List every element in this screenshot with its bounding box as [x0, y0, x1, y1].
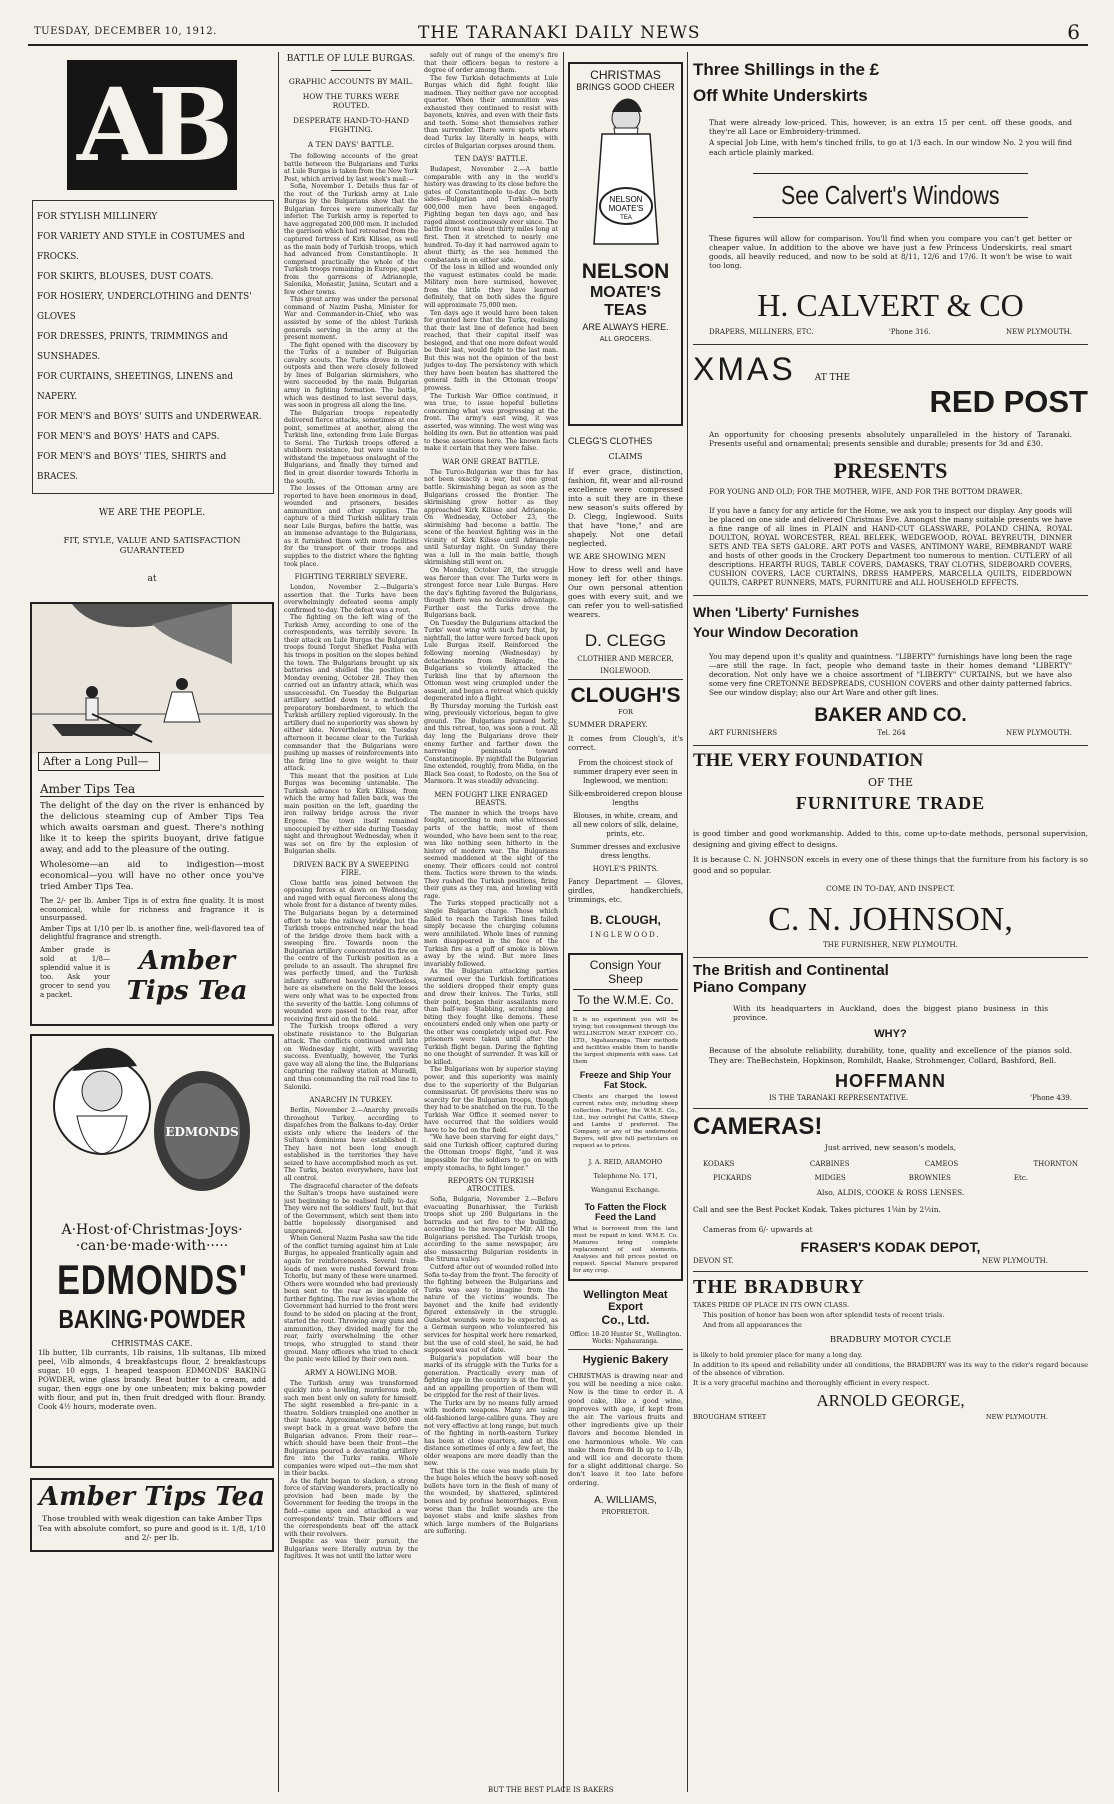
- amber-bottom-text: Those troubled with weak digestion can take Amber Tips Tea with absolute comfort, so pure and good is it. 1/8, 1/10 and 2/- per lb.: [38, 1514, 266, 1542]
- clough-name: B. CLOUGH,: [590, 913, 661, 927]
- article-paragraph: When General Nazim Pasha saw the tide of the conflict turning against him at Lule Burgas, he appealed frantically again and again for reinforcements. Several train-loads of men were rushed forward from Tchorlu, but many of these were unarmed. Others were wounded who had previously been sent to the rear as incapable of further fighting. The raw levies whom the Government had hurried to the front were found to be sided on placing at the front, started the rout. Throwing away guns and ammunition, they divided madly for the rear, fairly overwhelming the other troops, who struggled to stand their ground. Many officers who tried to check the panic were killed by their own men.: [284, 1235, 418, 1364]
- article-paragraph: safely out of range of the enemy's fire that their officers began to restore a degree of order among them.: [424, 52, 558, 75]
- column-middle-ads: [568, 52, 683, 1792]
- article-subheading: REPORTS ON TURKISH ATROCITIES.: [447, 1177, 535, 1194]
- calvert-foot-right: NEW PLYMOUTH.: [1006, 327, 1072, 336]
- ambury-line: FOR VARIETY AND STYLE in COSTUMES and FROCKS.: [37, 232, 245, 262]
- nelson-big3: TEAS: [604, 302, 647, 319]
- wme-phone: Telephone No. 171,: [593, 1172, 658, 1180]
- rowing-illustration: [32, 604, 272, 754]
- article-paragraph: On Monday, October 28, the struggle was fiercer than ever. The Turks were in strongest force near Lule Burgas. Here the day's fighting favored the Bulgarians, though there was no decisive advantage. Further east the Turks drove the Bulgarians back.: [424, 567, 558, 620]
- wme-title2: To the W.M.E. Co.: [573, 990, 678, 1011]
- clegg-p2: WE ARE SHOWING MEN: [568, 552, 666, 561]
- article-paragraph: The Bulgarian troops repeatedly delivered fierce attacks, sometimes at one point, sometimes at another, along the Turkish line, extending from Lule Burgas to Serai. The Turkish troops offered a stubborn resistance, but were unable to withstand the impetuous onslaught of the Bulgarians, and finally they turned and fled in great disorder towards Tchorlu in the south.: [284, 409, 418, 485]
- clegg-p3: How to dress well and have money left for other things. Our own personal attention goes with every suit, and we can refer you to well-satisfied wearers.: [568, 565, 683, 619]
- piano-p2: Because of the absolute reliability, durability, tone, quality and excellence of the pianos sold. They are: TheBechstein, Hopkinson, Romhildt, Haake, Strohmenger, Collard, Bashford, Bell.: [709, 1046, 1072, 1065]
- nelson-tin3: TEA: [619, 215, 632, 221]
- column-right: [693, 52, 1088, 1792]
- fraser-title: CAMERAS!: [693, 1112, 823, 1140]
- article-paragraph: The fighting on the left wing of the Turkish Army, according to one of the correspondents, was terribly severe. In their attack on Lule Burgas the Bulgarian troops found Torgut Shefket Pasha with his troops in position on the slopes behind the town. The Bulgarians brought up six batteries and shelled the position on Monday evening, October 28. They then carried out an infantry attack, which was unsuccessful. On Tuesday the Bulgarian artillery settled down to a methodical preparatory bombardment, to which the Turkish artillery replied vigorously. In the artillery duel no superiority was shown by either side. Nevertheless, on Tuesday afternoon it became clear to the Turkish commander that the Bulgarians were pushing up masses of reinforcements into the firing line to give weight to their attack.: [284, 614, 418, 773]
- piano-foot-text: IS THE TARANAKI REPRESENTATIVE.: [769, 1093, 909, 1102]
- johnson-advert: [693, 750, 1088, 949]
- column-left: [30, 52, 274, 1792]
- calvert-see: See Calvert's Windows: [753, 173, 1028, 218]
- article-subheading: ANARCHY IN TURKEY.: [309, 1096, 393, 1105]
- article-column-2: [424, 52, 558, 1792]
- clough-item: Silk-embroidered crepon blouse lengths: [568, 790, 683, 807]
- ambury-line: FOR STYLISH MILLINERY: [37, 212, 158, 222]
- clough-advert: [568, 684, 683, 939]
- edmonds-recipe-title: CHRISTMAS CAKE.: [111, 1339, 193, 1348]
- ambury-we-are: WE ARE THE PEOPLE.: [98, 508, 206, 518]
- clough-item: Fancy Department — Gloves, girdles, handkerchiefs, trimmings, etc.: [568, 878, 683, 904]
- nelson-top1: CHRISTMAS: [590, 68, 661, 82]
- article-paragraph: The fight opened with the discovery by the Turks of a number of Bulgarian cavalry scouts. The Turks drove in their outposts and then were closely followed by lines of Bulgarian skirmishers, who were succeeded by the main Bulgarian army in fighting formation. The battle, which was destined to last several days, was soon in progress all along the line.: [284, 341, 418, 410]
- article-body-1: [284, 153, 418, 1561]
- wme-big1: Wellington Meat Export: [583, 1289, 668, 1313]
- article-paragraph: Berlin, November 2.—Anarchy prevails throughout Turkey, according to dispatches from the Balkans to-day. Order exists only where the leaders of the Sultan's dominions have established it. They have not been long enough established in the territories they have seized to have accomplished much as yet. The Turks, beaten everywhere, have lost all control.: [284, 1107, 418, 1182]
- article-paragraph: As the fight began to slacken, a strong force of starving wanderers, practically no provision had been made by the Government for feeding the troops in the field—came upon and attacked a war correspondents' train. Their officers and the correspondents beat off the attack with their revolvers.: [284, 1477, 418, 1538]
- bradbury-p4: is likely to hold premier place for many a long day.: [693, 1350, 863, 1359]
- ambury-line: FOR DRESSES, PRINTS, TRIMMINGS and SUNSHADES.: [37, 332, 228, 362]
- article-paragraph: The Turks are by no means fully armed with modern weapons. Many are using old-fashioned large-calibre guns. They are not very effective at long range, but much of the fighting in north-eastern Turkey has been at close quarters, and at this distance sometimes of only a few feet, the older weapons are more deadly than the new.: [424, 1399, 558, 1468]
- article-paragraph: Ten days ago it would have been taken for granted here that the Turks, realising that their last line of defence had been reached, that their capital itself was besieged, and that one more defeat would be their last, would fight to the last man. But this was not the opinion of the best judges to-day. The persistency with which they have been beaten has shattered the general faith in the Ottoman troops' prowess.: [424, 309, 558, 392]
- bradbury-advert: [693, 1276, 1088, 1421]
- article-paragraph: The following accounts of the great battle between the Bulgarians and Turks at Lule Burgas is taken from the New York Post, which arrived by last week's mail:—: [284, 153, 418, 183]
- ambury-logo: AB: [67, 60, 237, 190]
- fraser-item: Etc.: [1013, 1173, 1028, 1182]
- clegg-title: CLEGG'S CLOTHES: [568, 436, 653, 446]
- fraser-item: PICKARDS: [713, 1173, 752, 1182]
- piano-p1: With its headquarters in Auckland, does the biggest piano business in this province.: [733, 1004, 1048, 1023]
- article-paragraph: Cutford after out of wounded rolled into Sofia to-day from the front. The ferocity of the fighting between the Bulgarians and Turks was easy to imagine from the nature of the victims' wounds. The bayonet and the knife had evidently figured extensively in the struggle. Gunshot wounds were to be expected, as a German surgeon who volunteered his services for hospital work here remarked, but the use of cold steel, he said, he had supposed was out of date.: [424, 1264, 558, 1355]
- nelson-moate-advert: [568, 62, 683, 426]
- clough-p2: From the choicest stock of summer drapery ever seen in Inglewood, we mention:: [573, 759, 678, 785]
- wme-advert: [568, 953, 683, 1281]
- edmonds-brand: EDMONDS': [56, 1256, 248, 1303]
- masthead-date: TUESDAY, DECEMBER 10, 1912.: [34, 26, 217, 37]
- red-post-name: RED POST: [929, 383, 1088, 419]
- fraser-row1: [703, 1160, 1078, 1168]
- masthead-title: THE TARANAKI DAILY NEWS: [418, 23, 701, 43]
- fraser-p2: Cameras from 6/- upwards at: [703, 1224, 813, 1234]
- article-paragraph: London, November 2.—Bulgaria's assertion that the Turks have been overwhelmingly defeated seems amply confirmed to-day. The defeat was a rout.: [284, 584, 418, 614]
- bradbury-foot-right: NEW PLYMOUTH.: [985, 1412, 1048, 1421]
- article-paragraph: Of the loss in killed and wounded only the vaguest estimates could be made. Military men here surmised, however, from the little they have learned definitely, that on both sides the figure will approximate 75,000 men.: [424, 264, 558, 309]
- nelson-foot: ALL GROCERS.: [599, 336, 652, 343]
- father-christmas-illustration: [32, 1036, 272, 1216]
- calvert-p3: These figures will allow for comparison. You'll find when you compare you can't get better or cheaper value. In addition to the above we have just a few Princess Underskirts, real smart goods, all heavily reduced, and now to be sold at 8/11, 12/6 and 17/6. It won't be wise to wait too long.: [709, 233, 1072, 271]
- article-paragraph: Sofia, Bulgaria, November 2.—Before evacuating Bunarhissar, the Turkish troops shot up 200 Bulgarians in the barracks and set fire to the building, according to the newspaper Mir. All the Bulgarians perished. The Turkish troops, according to the same newspaper, are also massacring Bulgarian residents in the Struma valley.: [424, 1196, 558, 1264]
- article-subheading: WAR ONE GREAT BATTLE.: [442, 457, 540, 466]
- article-paragraph: That this is the case was made plain by the huge holes which the heavy soft-nosed bullets have torn in the flesh of many of the wounded, by shattered, splintered bones and by profuse hemorrhages. Even worse than the bullet wounds are the bayonet stabs and knife slashes from which large numbers of the Bulgarians are suffering.: [424, 1467, 558, 1536]
- article-subheading: TEN DAYS' BATTLE.: [454, 155, 528, 164]
- fraser-item: CAMEOS: [924, 1159, 959, 1168]
- bradbury-foot-left: BROUGHAM STREET: [693, 1412, 767, 1421]
- red-post-xmas-row: [693, 351, 1088, 388]
- fraser-sub: Just arrived, new season's models,: [824, 1142, 957, 1152]
- nelson-big2: MOATE'S: [589, 284, 662, 301]
- clough-title: CLOUGH'S: [570, 684, 681, 707]
- johnson-come: COME IN TO-DAY, AND INSPECT.: [826, 884, 955, 894]
- ambury-advert: [30, 60, 274, 600]
- bradbury-p5: In addition to its speed and reliability under all conditions, the BRADBURY was its way to the rider's regard because of the absence of vibration.: [693, 1360, 1088, 1377]
- bradbury-h2: BRADBURY MOTOR CYCLE: [829, 1334, 952, 1345]
- bakery-role: PROPRIETOR.: [601, 1507, 650, 1516]
- fraser-item: KODAKS: [703, 1159, 735, 1168]
- article-paragraph: Despite as was their pursuit, the Bulgarians were literally outrun by the fugitives. It was not until the latter were: [284, 1538, 418, 1561]
- calvert-advert: [693, 52, 1088, 336]
- clegg-role: CLOTHIER AND MERCER,: [577, 655, 674, 663]
- article-paragraph: By Thursday morning the Turkish east wing, previously victorious, began to give ground. The Bulgarians pursued hotly, and this retreat, too, was soon a rout. All day long the Bulgarians drove their enemy farther and farther down the narrowing peninsula toward Constantinople. By nightfall the Bulgarian line extended, roughly, from Midia, on the Black Sea coast, to Rodosto, on the Sea of Marmora. It was steadily advancing.: [424, 702, 558, 786]
- wme-p3: What is borrowed from the land must be repaid in kind. W.M.E. Co. Manures bring complete replacement of soil elements. Analyses and full prices posted on request. Special Manure prepared for any crop.: [573, 1226, 678, 1274]
- bakery-foot: BUT THE BEST PLACE IS BAKERS: [488, 1786, 614, 1794]
- wme-h2: Freeze and Ship Your Fat Stock.: [579, 1070, 672, 1090]
- article-paragraph: The Turkish troops offered a very obstinate resistance to the Bulgarian attack. The conflicts continued until late on Wednesday night, with wavering success. Eventually, however, the Turks gave way all along the line, the Bulgarians capturing the railway station at Muradli, and thus commanding the rail road line to Saloniki.: [284, 1023, 418, 1091]
- bradbury-name: ARNOLD GEORGE,: [816, 1390, 965, 1410]
- piano-phone: 'Phone 439.: [1030, 1093, 1072, 1102]
- red-post-presents: PRESENTS: [833, 458, 948, 484]
- article-paragraph: The Bulgarians won by superior staying power, and this superiority was mainly due to the superiority of the Bulgarian commissariat. Of provisions there was no scarcity for the Bulgarian troops, though they had to be snatched on the run. To the Turkish War Office it seemed never to have occurred that the soldiers would have to be fed on the field.: [424, 1066, 558, 1134]
- baker-title1: When 'Liberty' Furnishes: [693, 604, 860, 621]
- article-sub2: HOW THE TURKS WERE ROUTED.: [302, 92, 400, 110]
- article-paragraph: "We have been starving for eight days," said one Turkish officer, captured during the Ottoman troops' flight, "and it was impossible for the soldiers to go on with empty stomachs, to fight longer.": [424, 1134, 558, 1172]
- bakery-name: A. WILLIAMS,: [594, 1494, 657, 1506]
- amber-tips-advert: [30, 602, 274, 1026]
- masthead: [28, 22, 1088, 46]
- piano-name: HOFFMANN: [835, 1070, 946, 1091]
- article-paragraph: The Turks stopped practically not a single Bulgarian charge. Those which failed to reach the Turkish lines failed simply because the charging columns were annihilated. Whole lines of running men disappeared in the face of the Turkish fire as a puff of smoke is blown away by the wind. But more lines invariably followed.: [424, 900, 558, 968]
- clough-p1: It comes from Clough's, it's correct.: [568, 735, 683, 752]
- nelson-sub: ARE ALWAYS HERE.: [582, 322, 669, 332]
- bradbury-title: THE BRADBURY: [693, 1275, 865, 1298]
- clough-item: Summer dresses and exclusive dress lengths.: [570, 843, 681, 860]
- wme-title1: Consign Your Sheep: [573, 955, 678, 990]
- article-paragraph: The Turkish War Office continued, it was true, to issue hopeful bulletins concerning what was progressing at the front. The army's east wing, it was asserted, was winning. The west wing was holding its own. But no attention was paid to these assertions here. The known facts make it certain that they were false.: [424, 392, 558, 453]
- bradbury-p2: This position of honor has been won after splendid tests of recent trials.: [703, 1310, 945, 1319]
- red-post-p2: If you have a fancy for any article for the Home, we ask you to inspect our display. Any goods will be placed on one side and delivered Christmas Eve. Amongst the many suitable presents we have a fine range of all lines in PLAIN and HAND-CUT GLASSWARE, POLAND CHINA, ROYAL DOULTON, ROYAL WORCESTER, REAL BELEEK, WEDGEWOOD, ROYAL BEYREUTH, DINNER SETS AND TEA SETS GALORE. ART POTS and VASES, ANTIMONY WARE, REMBRANDT WARE and hosts of other goods in the Crockery Department too numerous to mention. CUTLERY of all descriptions. HEARTH RUGS, TABLE COVERS, DAMASKS, TRAY CLOTHS, SIDEBOARD COVERS, CUSHION COVERS, LACE CURTAINS, DRESS HAMPERS, MARCELLA QUILTS, EIDERDOWN QUILTS, CARPET RUNNERS, MATS, FURNITURE and ALL HOUSEHOLD EFFECTS.: [709, 506, 1072, 588]
- calvert-title2: Off White Underskirts: [693, 86, 868, 105]
- edmonds-recipe: 1lb butter, 1lb currants, 1lb raisins, 1lb sultanas, 1lb mixed peel, ½lb almonds, 4 breakfastcups flour, 2 breakfastcups sugar, 10 eggs, 1 heaped teaspoon EDMONDS' BAKING POWDER, wine glass brandy. Beat butter to a cream, add sugar, then eggs one by one unbeaten; mix baking powder with flour, and put in, then fruit dredged with flour. Brandy. Cook 4½ hours, moderate oven.: [38, 1348, 266, 1411]
- amber-p3: The 2/- per lb. Amber Tips is of extra fine quality. It is most economical, while for richness and fragrance it is unsurpassed.: [40, 897, 264, 922]
- amber-p1: The delight of the day on the river is enhanced by the delicious steaming cup of Amber Tips Tea which awaits oarsman and guest. There's nothing like it to keep the spirits buoyant, drive fatigue away, and add to the pleasure of the outing.: [40, 801, 264, 855]
- wme-exch: Wanganui Exchange.: [590, 1186, 661, 1194]
- article-paragraph: This meant that the position at Lule Burgas was becoming untenable. The Turkish advance to Kirk Kilisse, from which the army had fallen back, was the main position on the left, guarding the iron railway bridge across the river Ergene. The town itself remained unoccupied by either side during Tuesday night and throughout Wednesday, when it was set on fire by the explosion of Bulgarian shells.: [284, 772, 418, 856]
- fraser-p1: Call and see the Best Pocket Kodak. Takes pictures 1⅝in by 2½in.: [693, 1204, 941, 1214]
- baker-name: BAKER AND CO.: [814, 705, 967, 727]
- amber-heading1: After a Long Pull—: [43, 755, 149, 768]
- article-paragraph: Bulgaria's population will bear the marks of its struggle with the Turks for a generation. Practically every man of fighting age in the country is at the front, and an appalling proportion of them will be crippled for the rest of their lives.: [424, 1354, 558, 1400]
- piano-advert: [693, 962, 1088, 1102]
- article-subheading: DRIVEN BACK BY A SWEEPING FIRE.: [293, 860, 409, 877]
- article-paragraph: Budapest, November 2.—A battle comparable with any in the world's history was drawing to its close before the gates of Constantinople to-day. On both sides—Bulgarian and Turkish—nearly 600,000 men have been engaged. Fighting began ten days ago, and has raged almost continuously ever since. The battle front was about thirty miles long at first. Then it stretched to nearly one hundred. To-day it had narrowed again to about thirty, as the sea hemmed the combatants in on either side.: [424, 166, 558, 264]
- calvert-name: H. CALVERT & CO: [757, 286, 1024, 323]
- fraser-item: THORNTON: [1033, 1159, 1078, 1168]
- page-number: 6: [1067, 20, 1080, 44]
- clough-item: HOYLE'S PRINTS.: [592, 865, 659, 873]
- fraser-item: MIDGES: [814, 1173, 846, 1182]
- bradbury-foot: [693, 1413, 1048, 1421]
- clough-town: INGLEWOOD.: [590, 931, 661, 939]
- fraser-advert: [693, 1113, 1088, 1265]
- article-paragraph: On Tuesday the Bulgarians attacked the Turks' west wing with such fury that, by nightfall, the latter were forced back upon Lule Burgas itself. Reinforced the following morning (Wednesday) by detachments from Belgrade, the Bulgarians so violently attacked the Turkish line that by afternoon the Ottoman west wing crumpled under the assault, and began a retreat which quickly degenerated into a flight.: [424, 619, 558, 703]
- article-paragraph: The disgraceful character of the defeats the Sultan's troops have sustained were just beginning to be realised fully to-day. They were not the soldiers' fault, but that of the Government, which sent them into battle hopelessly disorganised and unprepared.: [284, 1182, 418, 1235]
- fraser-foot-left: DEVON ST.: [693, 1256, 734, 1265]
- fraser-item: BROWNIES: [908, 1173, 951, 1182]
- ambury-line: FOR MEN'S and BOYS' SUITS and UNDERWEAR.: [37, 412, 262, 422]
- nelson-big1: NELSON: [581, 260, 670, 283]
- article-paragraph: The manner in which the troops have fought, according to men who witnessed parts of the battle, most of them wounded, who have been sent to the rear, was like nothing seen hitherto in the history of modern war. The Bulgarians seemed maddened at the sight of the enemy. Their officers could not control them. Tactics were thrown to the winds. They rushed the Turkish positions, firing their guns as they ran, and howling with rage.: [424, 809, 558, 900]
- edmonds-advert: [30, 1034, 274, 1468]
- amber-heading2: Amber Tips Tea: [40, 782, 264, 797]
- edmonds-product: BAKING·POWDER: [58, 1304, 246, 1334]
- johnson-role: THE FURNISHER, NEW PLYMOUTH.: [823, 941, 958, 950]
- article-subheading: MEN FOUGHT LIKE ENRAGED BEASTS.: [434, 790, 548, 807]
- wme-office2: Works: Ngahauranga.: [592, 1338, 659, 1345]
- article-paragraph: Sofia, November 1. Details thus far of the rout of the Turkish army at Lule Burgas by the Bulgarians show that the Bulgarian forces were numerically far inferior. The Turkish army is reported to have aggregated 200,000 men. It included the garrison which had retreated from the captured fortress of Kirk Kilisse, as well as the main body of Turkish troops, which had advanced from Constantinople. It comprised practically the whole of the Turkish troops remaining in Europe, apart from the garrisons of Adrianople, Salonika, Monastir, Janina, Scutari and a few other towns.: [284, 183, 418, 296]
- article-paragraph: The few Turkish detachments at Lule Burgas which did fight fought like madmen. They neither gave nor accepted quarter. When their ammunition was exhausted they continued to resist with bayonets, knives, and even with their fists and teeth. Some shot themselves rather than surrender. There were spots where dead Turks lay literally in heaps, with circles of Bulgarian corpses around them.: [424, 74, 558, 150]
- bradbury-p3: And from all appearances the: [703, 1320, 802, 1329]
- clough-item: Blouses, in white, cream, and all new colors of silk, delaine, prints, etc.: [572, 812, 679, 838]
- johnson-of-the: OF THE: [867, 776, 914, 790]
- article-subheading: ARMY A HOWLING MOB.: [304, 1368, 398, 1377]
- column-rule: [563, 52, 564, 1792]
- clegg-name: D. CLEGG: [584, 631, 667, 650]
- red-post-xmas: XMAS: [693, 350, 796, 387]
- amber-p2: Wholesome—an aid to indigestion—most economical—you will have no other once you've tried Amber Tips Tea.: [40, 860, 264, 892]
- amber-p5: Amber grade is sold at 1/8—splendid value it is too. Ask your grocer to send you a packet.: [40, 945, 110, 999]
- clegg-title2: CLAIMS: [608, 452, 643, 461]
- article-paragraph: As the Bulgarian attacking parties swarmed over the Turkish fortifications the soldiers dropped their empty guns and drew their knives. The Turks, still their point, began their assailants more than half-way. Stabbing, scratching and biting they fought like demons. These encounters ended only when one party or the other was completely wiped out. Few prisoners were taken until after the Turkish flight began. During the fighting no one thought of surrender. It was kill or be killed.: [424, 968, 558, 1066]
- ambury-line: FOR MEN'S and BOYS' HATS and CAPS.: [37, 432, 220, 442]
- nelson-tin1: NELSON: [609, 195, 642, 204]
- article-paragraph: The losses of the Ottoman army are reported to have been enormous in dead, wounded and prisoners, besides ammunition and other supplies. The capture of a third Turkish military train near Lule Burgas, before the battle, was an immense advantage to the Bulgarians, as it furnished them with more facilities for the transport of their troops and supplies to the district where the fighting took place.: [284, 485, 418, 568]
- ambury-fit: FIT, STYLE, VALUE AND SATISFACTION GUARANTEED: [63, 536, 241, 556]
- clegg-advert: [568, 436, 683, 675]
- article-sub1: GRAPHIC ACCOUNTS BY MAIL.: [288, 77, 414, 86]
- piano-foot: [709, 1094, 1072, 1102]
- article-title: BATTLE OF LULE BURGAS.: [286, 54, 416, 64]
- ambury-list: [32, 200, 274, 494]
- baker-advert: [693, 604, 1088, 737]
- wme-h3a: To Fatten the Flock: [584, 1202, 667, 1212]
- wme-office1: Office: 18-20 Hunter St., Wellington.: [569, 1331, 682, 1338]
- piano-title1: The British and Continental: [693, 962, 889, 980]
- edmonds-line1: A·Host·of·Christmas·Joys·: [61, 1222, 243, 1238]
- fraser-foot: [693, 1257, 1048, 1265]
- bakery-p1: CHRISTMAS is drawing near and you will be needing a nice cake. Now is the time to order it. A good cake, like a good wine, improves with age, if kept from the air. The various fruits and other ingredients give up their flavors and become blended in one harmonious whole. We can make them from 8d lb up to 1/-lb, and will ice and decorate them for a slight additional charge. So don't leave it too late before ordering.: [568, 1372, 683, 1487]
- bakery-advert: [568, 1354, 683, 1516]
- red-post-at-the: AT THE: [814, 372, 851, 383]
- ambury-line: FOR SKIRTS, BLOUSES, DUST COATS.: [37, 272, 214, 282]
- johnson-title1: THE VERY FOUNDATION: [693, 750, 924, 772]
- ambury-line: FOR MEN'S and BOYS' TIES, SHIRTS and BRACES.: [37, 452, 227, 482]
- calvert-title1: Three Shillings in the £: [693, 60, 880, 79]
- johnson-p1: is good timber and good workmanship. Added to this, come up-to-date methods, personal supervision, designing and giving effect to designs.: [693, 829, 1088, 850]
- fraser-item: CARBINES: [809, 1159, 850, 1168]
- wme-p1: It is no experiment you will be trying; but consignment through the WELLINGTON MEAT EXPORT CO., LTD., Ngahauranga. Their methods and facilities enable them to handle the largest shipments with ease. Let them: [573, 1017, 678, 1065]
- piano-why: WHY?: [874, 1028, 907, 1041]
- clough-sub: SUMMER DRAPERY.: [568, 720, 648, 729]
- baker-foot: [709, 729, 1072, 737]
- red-post-advert: [693, 351, 1088, 587]
- calvert-foot-mid: 'Phone 316.: [888, 327, 931, 336]
- amber-p4: Amber Tips at 1/10 per lb. is another fine, well-flavored tea of delightful fragrance and strength.: [40, 924, 264, 941]
- fraser-foot-right: NEW PLYMOUTH.: [982, 1256, 1048, 1265]
- wme-big2: Co., Ltd.: [601, 1313, 650, 1327]
- column-rule: [687, 52, 688, 1792]
- article-paragraph: Close battle was joined between the opposing forces at dawn on Wednesday, and raged with equal fierceness along the whole front for a distance of twenty miles. The Bulgarians began by a determined effort to take the railway bridge, but the Turkish troops entrenched near the head of the bridge drove them back with a sweeping fire. Towards noon the Bulgarian artillery concentrated its fire on the centre of the Turkish position as a prelude to an assault. The shrapnel fire was perfectly timed, and the Turkish infantry suffered heavily. Nevertheless, here as elsewhere on the field the losses were only what was to be expected from the severity of the battle. Long columns of wounded were passed to the rear, after receiving first aid on the field.: [284, 879, 418, 1023]
- clough-for: FOR: [618, 708, 633, 716]
- article-paragraph: The Turco-Bulgarian war thus far has not been exactly a war, but one great battle. Skirmishing began as soon as the Bulgarians crossed the frontier. The skirmishing grew hotter as they approached Kirk Kilisse and Adrianople. On Wednesday, October 23, the skirmishing had become a battle. The scene of the heaviest fighting was in the vicinity of Kirk Kilisse until Adrianople until Saturday night. On Sunday there was a lull in the main battle, though skirmishing still went on.: [424, 468, 558, 567]
- baker-p1: You may depend upon it's quality and quaintness. "LIBERTY" furnishings have long been the rage—are still the rage. In fact, people who demand taste in their homes demand "LIBERTY" decoration. Not only have we a choice assortment of "LIBERTY" CURTAINS, but we have also some very fine CRETONNE BEDSPREADS, CUSHION COVERS and other dainty patterned fabrics. See our window display; also our Art Ware and other gift lines.: [709, 652, 1072, 698]
- calvert-foot: [709, 328, 1072, 336]
- red-post-for-line: FOR YOUNG AND OLD; FOR THE MOTHER, WIFE, AND FOR THE BOTTOM DRAWER.: [709, 488, 1023, 497]
- baker-foot-left: ART FURNISHERS: [709, 729, 778, 738]
- amber-tips-logo: Amber Tips Tea: [126, 945, 248, 1006]
- baker-title2: Your Window Decoration: [693, 624, 859, 641]
- wme-agent: J. A. REID, ARAMOHO: [588, 1158, 663, 1166]
- calvert-p2: A special Job Line, with hem's tinched frills, to go at 1/3 each. In our window No. 2 you will find each article plainly marked.: [709, 138, 1072, 157]
- nelson-tin2: MOATE'S: [608, 204, 643, 213]
- wme-h3b: Feed the Land: [594, 1212, 656, 1222]
- ambury-line: FOR CURTAINS, SHEETINGS, LINENS and NAPERY.: [37, 372, 233, 402]
- fraser-name: FRASER'S KODAK DEPOT,: [800, 1238, 981, 1255]
- amber-bottom-logo: Amber Tips Tea: [38, 1482, 265, 1512]
- article-column-1: [284, 52, 418, 1792]
- nelson-top2: BRINGS GOOD CHEER: [576, 82, 675, 92]
- fraser-row2: [713, 1174, 1028, 1182]
- article-sub3: DESPERATE HAND-TO-HAND FIGHTING.: [292, 116, 410, 134]
- red-post-p1: An opportunity for choosing presents absolutely unparalleled in the history of Taranaki. Presents useful and ornamental; presents sensible and durable; presents for 3d and £30.: [709, 429, 1072, 448]
- baker-foot-mid: Tel. 264: [877, 729, 906, 738]
- article-paragraph: This great army was under the personal command of Nazim Pasha, Minister for War and Commander-in-Chief, who was assisted by some of the ablest Turkish generals serving in the army at the present moment.: [284, 296, 418, 342]
- ambury-line: FOR HOSIERY, UNDERCLOTHING and DENTS' GLOVES: [37, 292, 252, 322]
- baker-foot-right: NEW PLYMOUTH.: [1005, 729, 1072, 738]
- wme-p2: Clients are charged the lowest current rates only, including sheep collection. Further, the W.M.E. Co., Ltd., buy outright Fat Cattle, Sheep and Lambs if preferred. The Company, or any of the undernoted Buyers, will give full particulars on request as to prices.: [573, 1094, 678, 1149]
- article-sub4: A TEN DAYS' BATTLE.: [307, 140, 395, 149]
- bakery-title: Hygienic Bakery: [582, 1354, 669, 1366]
- column-rule: [278, 52, 279, 1792]
- calvert-foot-left: DRAPERS, MILLINERS, ETC.: [709, 327, 814, 336]
- bradbury-p6: It is a very graceful machine and thoroughly efficient in every respect.: [693, 1378, 930, 1387]
- edmonds-line2: ·can·be·made·with·····: [75, 1238, 229, 1254]
- article-body-2: [424, 52, 558, 1536]
- article-paragraph: The Turkish army was transformed quickly into a howling, murderous mob, such men bent only on safety for himself. The sight resembled a fire-panic in a theatre. Soldiers trampled one another in their haste. Approximately 200,000 men swept back in a great wave before the Bulgarian advance. From their rear—which should have been their front—the Bulgarians poured a devastating artillery fire into the Turks' ranks. Whole companies were wiped out—the men shot in their backs.: [284, 1379, 418, 1478]
- santa-illustration: [572, 94, 680, 254]
- clegg-town: INGLEWOOD.: [600, 667, 651, 675]
- article-subheading: FIGHTING TERRIBLY SEVERE.: [294, 573, 408, 582]
- ambury-at: at: [147, 574, 157, 584]
- johnson-p2: It is because C. N. JOHNSON excels in every one of these things that the furniture from his factory is so good and so popular.: [693, 855, 1088, 876]
- edmonds-tin-label: EDMONDS: [165, 1125, 239, 1139]
- piano-title2: Piano Company: [693, 979, 807, 997]
- calvert-p1: That were already low-priced. This, however, is an extra 15 per cent. off these goods, and they're all Lace or Embroidery-trimmed.: [709, 118, 1072, 137]
- bradbury-p1: TAKES PRIDE OF PLACE IN ITS OWN CLASS.: [693, 1300, 850, 1309]
- johnson-title2: FURNITURE TRADE: [795, 793, 986, 814]
- amber-bottom-advert: [30, 1478, 274, 1552]
- fraser-also: Also, ALDIS, COOKE & ROSS LENSES.: [816, 1187, 965, 1197]
- johnson-name: C. N. JOHNSON,: [768, 901, 1013, 939]
- clegg-p1: If ever grace, distinction, fashion, fit, wear and all-round excellence were compressed into a suit they are in these new season's suits offered by D. Clegg, Inglewood. Suits that have "tone," and are shapely. Not one detail neglected.: [568, 467, 683, 548]
